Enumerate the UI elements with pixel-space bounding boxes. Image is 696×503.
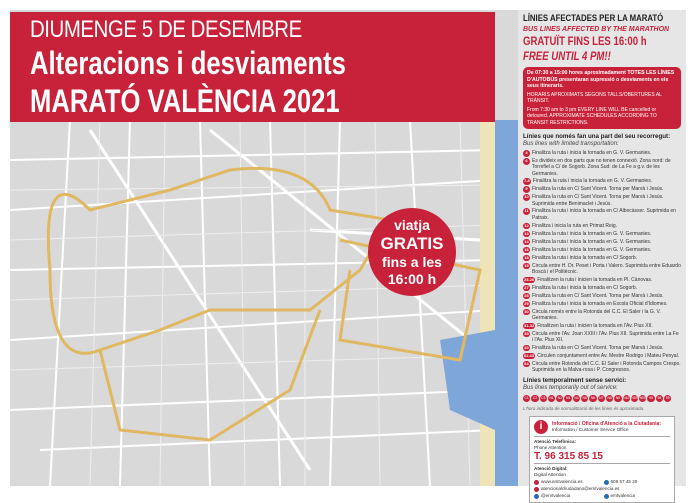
line-number-badge: 28 <box>524 292 529 298</box>
line-description: Finalitza la ruta en C/ Sant Vicent. Torna per Marvà i Jesús. <box>532 292 664 299</box>
line-number-badge: 14 <box>524 238 529 244</box>
free-travel-badge <box>368 208 456 296</box>
line-description: Finalitza la ruta en C/ Sant Vicent. Torna per Marvà i Jesús. <box>532 186 664 193</box>
line-description: Finalitza la ruta i inicia la tornada en G. V. Germanies. <box>532 238 652 245</box>
line-number-badge: 27 <box>524 284 529 290</box>
line-item <box>523 158 681 177</box>
line-number-badge: C3 <box>540 395 547 402</box>
line-item <box>523 223 681 230</box>
line-description: Finalitzen la ruta i inicien la tornada en l'Av. Pius XII. <box>537 322 653 329</box>
line-item <box>523 293 681 300</box>
line-number-badge: C2 <box>531 395 538 402</box>
line-number-badge: 7-8 <box>524 178 530 184</box>
whatsapp-icon <box>604 480 609 485</box>
line-description: Finalitza la ruta i inicia la tornada en C/ Sogorb. <box>532 284 638 291</box>
notice-text: De 07:30 a 15:00 hores aproximadament TOTES LES LÍNIES D'AUTOBÚS presentaran supressió o desviaments en els seus itineraris. <box>527 70 675 89</box>
email-link[interactable]: atencionalcliudadano@emtvalencia.es <box>541 486 620 492</box>
line-item <box>523 239 681 246</box>
line-item <box>523 285 681 292</box>
twitter-icon <box>534 494 539 499</box>
line-description: Finalitza la ruta i inicia la tornada en C/ Albocàsser. Suprimida en Patraix. <box>532 208 676 221</box>
info-icon: i <box>534 420 548 434</box>
line-number-badge: N4 <box>573 395 580 402</box>
line-number-badge: 64 <box>524 360 529 366</box>
info-title: Informació / Oficina d'Atenció a la Ciutadania: <box>552 421 661 428</box>
badge-line: viatja <box>394 217 430 233</box>
line-number-badge: 6 <box>523 158 530 165</box>
out-of-service-title-en: Bus lines temporarily out of service: <box>523 385 618 392</box>
line-description: Circula només entre la Rotonda del C.C. El Saler i la G. V. Germanies. <box>532 308 661 321</box>
line-description: Finalitzen la ruta i inicien la tornada en Pl. Cànovas. <box>537 276 653 283</box>
line-item <box>523 353 681 360</box>
line-item <box>523 178 681 185</box>
free-notice: GRATUÏT FINS LES 16:00 h <box>523 34 647 48</box>
line-description: Finalitza i inicia la ruta en Primat Reig. <box>532 222 618 229</box>
line-description: Finalitza la ruta i inicia la tornada en G. V. Germanies. <box>532 246 652 253</box>
line-number-badge: 35 <box>524 330 529 336</box>
phone-label: Atenció Telefònica: <box>534 439 577 445</box>
line-number-badge: N9 <box>614 395 621 402</box>
email-icon <box>534 487 539 492</box>
line-item <box>523 194 681 207</box>
info-title-en: Information / Customer Service Office <box>552 427 629 433</box>
twitter-link[interactable]: @emtvalencia <box>541 493 571 499</box>
line-description: Finalitza la ruta en C/ Sant Vicent. Torna per Marvà i Jesús. Suprimida entre Benimaclet i Jesús. <box>532 194 664 207</box>
line-item <box>523 150 681 157</box>
facebook-link[interactable]: emtvalencia <box>610 493 636 499</box>
line-number-badge: N6 <box>589 395 596 402</box>
line-description: Finalitza la ruta i inicia la tornada en C/ Sogorb. <box>532 254 638 261</box>
web-icon <box>534 480 539 485</box>
line-description: Finalitza la ruta i inicia la tornada en G. V. Germanies. <box>532 230 652 237</box>
free-notice-en: FREE UNTIL 4 PM!! <box>523 49 611 63</box>
line-description: Finalitza la ruta i inicia la tornada en G. V. Germanies. <box>532 150 652 156</box>
badge-line: GRATIS <box>380 234 444 253</box>
line-item <box>523 277 681 284</box>
phone-label-en: Phone Attention <box>534 445 567 451</box>
line-description: Es divideix en dos parts que no tenen connexió. Zona nord: de Torrefiel a C/ de Sogorb. Zona Sud: de La Fe a g.v. de les Germanies. <box>532 158 671 177</box>
line-item <box>523 186 681 193</box>
event-name: MARATÓ VALÈNCIA 2021 <box>30 83 340 119</box>
line-number-badge: C1 <box>523 395 530 402</box>
line-number-badge: 9 <box>523 186 530 193</box>
panel-title-en: BUS LINES AFFECTED BY THE MARATHON <box>523 26 670 33</box>
line-item <box>523 231 681 238</box>
out-of-service-title: Línies temporalment sense servici: <box>523 377 627 385</box>
event-date: DIUMENGE 5 DE DESEMBRE <box>30 16 302 43</box>
line-number-badge: N2 <box>556 395 563 402</box>
line-item <box>523 345 681 352</box>
title-banner <box>10 12 495 122</box>
partial-lines-title-en: Bus lines with limited transportation: <box>523 141 619 147</box>
line-number-badge: N8 <box>606 395 613 402</box>
line-number-badge: N3 <box>564 395 571 402</box>
facebook-icon <box>604 494 609 499</box>
line-number-badge: 10 <box>524 194 529 200</box>
footnote: L'hora indicada de normalització de les línies és aproximada. <box>523 406 645 412</box>
line-number-badge: 95 <box>647 395 654 402</box>
line-number-badge: N10 <box>623 395 630 402</box>
line-list <box>523 150 681 373</box>
digital-label: Atenció Digital: <box>534 463 670 472</box>
affected-lines-panel <box>518 10 686 499</box>
line-item <box>523 247 681 254</box>
line-number-badge: N90 <box>639 395 646 402</box>
line-number-badge: N7 <box>598 395 605 402</box>
page-title: Alteracions i desviaments <box>30 45 346 81</box>
line-number-badge: 25-26 <box>524 276 535 282</box>
line-number-badge: 18 <box>524 254 529 260</box>
line-number-badge: N89 <box>631 395 638 402</box>
line-number-badge: 4 <box>523 150 530 157</box>
line-number-badge: 30 <box>524 308 529 314</box>
line-number-badge: 13 <box>524 230 529 236</box>
line-item <box>523 309 681 322</box>
phone-number[interactable]: T. 96 315 85 15 <box>534 451 603 463</box>
line-item <box>523 263 681 276</box>
digital-label-en: Digital Attention <box>534 472 566 478</box>
notice-text-en: From 7:30 am to 3 pm EVERY LINE WILL BE cancelled or detoured. APPROXIMATE SCHEDULES ACCORDING TO TRANSIT RESTRICTIONS. <box>527 106 657 126</box>
notice-text-2: HORARIS APROXIMATS SEGONS TALLS/OBERTURES AL TRÀNSIT. <box>527 91 662 104</box>
panel-title: LÍNIES AFECTADES PER LA MARATÓ <box>523 13 664 24</box>
line-description: Circulen conjuntament entre Av. Mestre Rodrigo i Mateu Penyal. <box>537 352 680 359</box>
line-item <box>523 301 681 308</box>
whatsapp-number[interactable]: 608 57 45 20 <box>610 479 638 485</box>
line-number-badge: 19 <box>524 262 529 268</box>
line-item <box>523 255 681 262</box>
line-item <box>523 208 681 221</box>
line-number-badge: 31-32 <box>524 322 535 328</box>
line-number-badge: 98 <box>656 395 663 402</box>
line-number-badge: N5 <box>581 395 588 402</box>
line-number-badge: 12 <box>524 222 529 228</box>
line-number-badge: 11 <box>524 208 529 214</box>
line-number-badge: 29 <box>524 300 529 306</box>
info-card <box>529 416 675 503</box>
schedule-notice <box>523 67 681 129</box>
line-item <box>523 331 681 344</box>
line-number-badge: N1 <box>548 395 555 402</box>
line-number-badge: 40 <box>524 344 529 350</box>
badge-line: fins a les <box>382 254 442 270</box>
line-description: Finalitza la ruta i inicia la tornada en G. V. Germanies. <box>532 178 653 185</box>
line-number-badge: 99 <box>664 395 671 402</box>
line-description: Circula entre H. Dr. Peset i Porta i Valero. Suprimida entre Eduardo Boscà i el Politècnic. <box>532 262 681 275</box>
badge-line: 16:00 h <box>387 271 437 287</box>
line-number-badge: 62-63 <box>524 352 535 358</box>
out-of-service-lines <box>523 395 681 402</box>
line-item <box>523 361 681 374</box>
line-number-badge: 16 <box>524 246 529 252</box>
website-link[interactable]: www.emtvalencia.es <box>541 479 583 485</box>
partial-lines-title: Línies que només fan una part del seu recorregut: <box>523 133 671 140</box>
line-description: Finalitza la ruta en C/ Sant Vicent. Torna per Marvà i Jesús. <box>532 344 664 351</box>
line-description: Circula entre Rotonda del C.C. El Saler i Rotonda Campos Crespo. Suprimida en la Malva-rosa i P. Congressos. <box>532 360 681 374</box>
line-description: Finalitza la ruta i inicia la tornada en Escola Oficial d'Idiomes. <box>532 300 668 307</box>
line-description: Circula entre l'Av. Joan XXIII i l'Av. Pius XII. Suprimida entre La Fe i l'Av. Pius XII. <box>532 330 679 344</box>
line-item <box>523 323 681 330</box>
